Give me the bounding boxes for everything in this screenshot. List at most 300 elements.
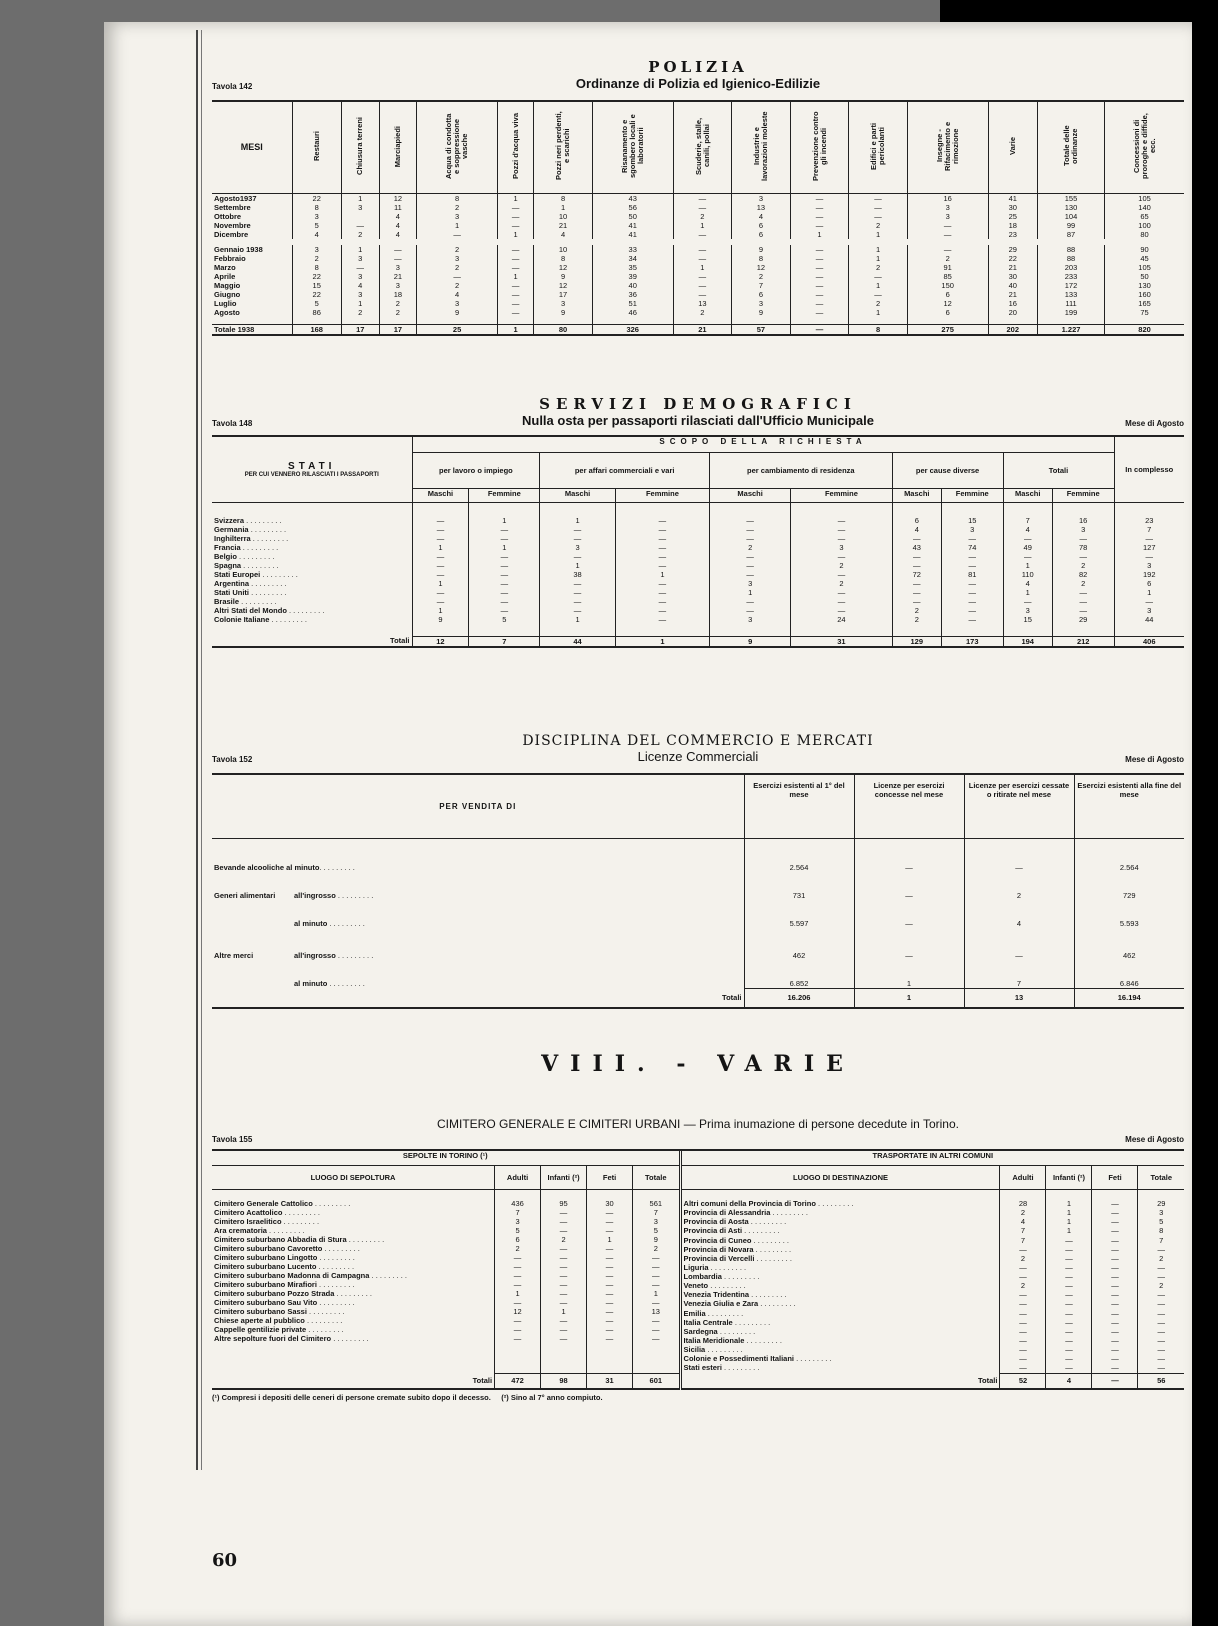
demografici-spacer-cell	[892, 502, 941, 516]
trasportate-row	[680, 1309, 1184, 1318]
sepolte-cell: 2	[541, 1235, 587, 1244]
sepolte-filler-row	[212, 1363, 679, 1373]
demografici-cell: 2	[791, 579, 892, 588]
binding-rule	[196, 30, 202, 1470]
demografici-cell: —	[469, 597, 540, 606]
trasportate-cell: —	[1000, 1299, 1046, 1308]
polizia-cell: 3	[379, 281, 417, 290]
polizia-cell: 6	[732, 221, 791, 230]
demografici-spacer-cell	[212, 502, 412, 516]
polizia-cell: 1	[341, 193, 379, 203]
polizia-cell: 1	[497, 193, 533, 203]
trasportate-luogo: Emilia . . .	[680, 1309, 1000, 1318]
sepolte-row	[212, 1325, 679, 1334]
sepolte-cell: 7	[495, 1208, 541, 1217]
demografici-cell: 3	[1114, 606, 1184, 615]
sepolte-col-header: Adulti	[495, 1165, 541, 1189]
demografici-cell: —	[540, 534, 616, 543]
polizia-cell: 22	[292, 193, 341, 203]
demografici-cell: 5	[469, 615, 540, 624]
polizia-spacer-cell	[212, 317, 292, 325]
commercio-cell: 7	[964, 960, 1074, 988]
polizia-cell: 65	[1105, 212, 1184, 221]
sepolte-filler-cell	[587, 1363, 633, 1373]
sepolte-row	[212, 1235, 679, 1244]
commercio-total-row	[212, 988, 1184, 1008]
demografici-row	[212, 525, 1184, 534]
demografici-cell: —	[941, 606, 1003, 615]
commercio-sub: al minuto . . .	[294, 919, 365, 928]
demografici-cell: —	[412, 516, 469, 525]
sepolte-filler-cell	[495, 1343, 541, 1353]
commercio-cell: —	[854, 838, 964, 872]
trasportate-cell: —	[1092, 1318, 1138, 1327]
polizia-mese: Agosto	[214, 307, 240, 317]
polizia-cell: 29	[988, 242, 1037, 254]
polizia-cell: —	[497, 212, 533, 221]
trasportate-cell: —	[1000, 1245, 1046, 1254]
polizia-spacer-cell	[907, 317, 988, 325]
polizia-cell: —	[849, 212, 908, 221]
sepolte-col-header: Feti	[587, 1165, 633, 1189]
polizia-cell: 6	[732, 230, 791, 242]
commercio-sub: al minuto . . .	[294, 979, 365, 988]
demografici-spacer-cell	[469, 624, 540, 636]
commercio-cell: 729	[1074, 872, 1184, 900]
trasportate-cell: —	[1000, 1345, 1046, 1354]
polizia-cell: —	[790, 263, 849, 272]
sepolte-cell: 436	[495, 1199, 541, 1208]
trasportate-row	[680, 1327, 1184, 1336]
polizia-cell: 3	[907, 212, 988, 221]
trasportate-row	[680, 1336, 1184, 1345]
trasportate-cell: —	[1092, 1309, 1138, 1318]
commercio-col-header: Licenze per esercizi cessate o ritirate nel mese	[964, 774, 1074, 838]
polizia-cell: —	[673, 281, 732, 290]
polizia-cell: —	[673, 193, 732, 203]
polizia-spacer-cell	[592, 317, 673, 325]
polizia-row	[212, 230, 1184, 242]
trasportate-cell: —	[1092, 1290, 1138, 1299]
polizia-cell: —	[417, 272, 498, 281]
trasportate-cell: 2	[1138, 1254, 1184, 1263]
demografici-spacer-cell	[892, 624, 941, 636]
sepolte-cell: —	[587, 1325, 633, 1334]
polizia-cell: 105	[1105, 193, 1184, 203]
sepolte-filler-cell	[212, 1353, 495, 1363]
sepolte-cell: 1	[495, 1289, 541, 1298]
polizia-cell: 35	[592, 263, 673, 272]
sepolte-row	[212, 1307, 679, 1316]
demografici-cell: 7	[1003, 516, 1052, 525]
commercio-section	[212, 725, 1184, 1043]
commercio-cell: 6.846	[1074, 960, 1184, 988]
polizia-col-label: Risanamento e sgombero locali e laboratorii	[619, 114, 645, 179]
demografici-cell: —	[710, 534, 791, 543]
sepolte-cell: —	[633, 1334, 679, 1343]
polizia-cell: 4	[292, 230, 341, 242]
demografici-cell: —	[941, 534, 1003, 543]
commercio-label-wrap	[214, 951, 742, 960]
demografici-cell: 4	[1003, 579, 1052, 588]
stato-name: Argentina . . .	[212, 579, 412, 588]
sepolte-luogo: Cimitero suburbano Madonna di Campagna . . .	[212, 1271, 495, 1280]
sepolte-total-cell: 98	[541, 1373, 587, 1389]
polizia-cell: —	[849, 193, 908, 203]
in-complesso-header: In complesso	[1114, 436, 1184, 502]
polizia-cell: 22	[292, 290, 341, 299]
demografici-cell: —	[469, 552, 540, 561]
commercio-group: Bevande alcooliche al minuto	[214, 863, 320, 872]
demografici-cell: 29	[1052, 615, 1114, 624]
polizia-cell: 9	[534, 272, 593, 281]
polizia-cell: 2	[417, 281, 498, 290]
sepolte-filler-cell	[587, 1353, 633, 1363]
sepolte-filler-cell	[633, 1353, 679, 1363]
polizia-cell: —	[497, 203, 533, 212]
demografici-spacer-cell	[540, 624, 616, 636]
polizia-cell: 172	[1037, 281, 1104, 290]
trasportate-cell: 1	[1046, 1217, 1092, 1226]
trasportate-luogo: Provincia di Asti . . .	[680, 1226, 1000, 1235]
demografici-cell: —	[791, 597, 892, 606]
trasportate-cell: —	[1000, 1354, 1046, 1363]
polizia-cell: 86	[292, 308, 341, 317]
sepolte-filler-cell	[587, 1343, 633, 1353]
sepolte-luogo: Ara crematoria . . .	[212, 1226, 495, 1235]
trasportate-total-cell: 56	[1138, 1373, 1184, 1389]
polizia-cell: 50	[592, 212, 673, 221]
polizia-mese: Settembre	[214, 202, 251, 212]
sepolte-header: SEPOLTE IN TORINO (¹)	[212, 1151, 679, 1165]
polizia-cell: 2	[849, 263, 908, 272]
sepolte-cell: —	[633, 1325, 679, 1334]
polizia-col-header	[1037, 101, 1104, 193]
polizia-cell: —	[790, 308, 849, 317]
polizia-spacer-cell	[379, 317, 417, 325]
trasportate-cell: —	[1046, 1345, 1092, 1354]
polizia-total-cell: 168	[292, 325, 341, 336]
polizia-cell: 50	[1105, 272, 1184, 281]
polizia-body	[212, 193, 1184, 335]
trasportate-cell: —	[1092, 1199, 1138, 1208]
trasportate-cell: —	[1138, 1336, 1184, 1345]
demografici-cell: —	[469, 561, 540, 570]
trasportate-row	[680, 1208, 1184, 1217]
polizia-cell: 45	[1105, 254, 1184, 263]
polizia-col-header	[907, 101, 988, 193]
polizia-row	[212, 254, 1184, 263]
trasportate-row	[680, 1354, 1184, 1363]
demografici-cell: —	[615, 534, 709, 543]
trasportate-cell: —	[1000, 1309, 1046, 1318]
demografici-cell: —	[710, 552, 791, 561]
trasportate-luogo: Provincia di Cuneo . . .	[680, 1236, 1000, 1245]
polizia-mese: Aprile	[214, 271, 236, 281]
trasportate-luogo: Lombardia . . .	[680, 1272, 1000, 1281]
sepolte-row	[212, 1316, 679, 1325]
polizia-cell: 4	[379, 221, 417, 230]
trasportate-row	[680, 1199, 1184, 1208]
sepolte-total-cell: 31	[587, 1373, 633, 1389]
trasportate-cell: —	[1092, 1281, 1138, 1290]
polizia-spacer-cell	[292, 317, 341, 325]
polizia-cell: 3	[341, 290, 379, 299]
sepolte-cell: 13	[633, 1307, 679, 1316]
polizia-header-row	[212, 101, 1184, 193]
commercio-row	[212, 838, 1184, 872]
demografici-cell: —	[615, 561, 709, 570]
demografici-row	[212, 579, 1184, 588]
sepolte-luogo: Cimitero Acattolico . . .	[212, 1208, 495, 1217]
commercio-sub: all'ingrosso . . .	[294, 951, 373, 960]
polizia-cell: 3	[907, 203, 988, 212]
polizia-cell: 1	[790, 230, 849, 242]
commercio-group: Altre merci	[214, 951, 254, 960]
polizia-cell: 3	[417, 254, 498, 263]
polizia-cell: —	[497, 290, 533, 299]
scopo-group-header: Totali	[1003, 452, 1114, 488]
polizia-total-cell: 820	[1105, 325, 1184, 336]
trasportate-cell: —	[1046, 1263, 1092, 1272]
trasportate-spacer-cell	[1138, 1189, 1184, 1199]
trasportate-col-header: Feti	[1092, 1165, 1138, 1189]
polizia-cell: 8	[417, 193, 498, 203]
commercio-label-wrap	[214, 891, 742, 900]
polizia-cell: —	[849, 290, 908, 299]
polizia-cell: 20	[988, 308, 1037, 317]
maschi-header: Maschi	[892, 488, 941, 502]
demografici-title: SERVIZI DEMOGRAFICI	[539, 395, 857, 413]
demografici-cell: —	[791, 606, 892, 615]
sepolte-luogo-header: LUOGO DI SEPOLTURA	[212, 1165, 495, 1189]
polizia-mese: Marzo	[214, 262, 236, 272]
polizia-row	[212, 290, 1184, 299]
trasportate-cell: 7	[1000, 1226, 1046, 1235]
trasportate-cell: —	[1046, 1318, 1092, 1327]
demografici-cell: —	[1114, 534, 1184, 543]
demografici-cell: —	[540, 606, 616, 615]
trasportate-cell: 8	[1138, 1226, 1184, 1235]
demografici-spacer-cell	[791, 502, 892, 516]
polizia-cell: —	[497, 308, 533, 317]
demografici-row	[212, 516, 1184, 525]
commercio-row	[212, 960, 1184, 988]
polizia-spacer-cell	[497, 317, 533, 325]
sepolte-row	[212, 1244, 679, 1253]
sepolte-cell: —	[541, 1217, 587, 1226]
demografici-cell: —	[710, 606, 791, 615]
cimitero-right-table	[679, 1151, 1184, 1390]
demografici-total-cell: 12	[412, 636, 469, 647]
demografici-cell: —	[710, 570, 791, 579]
trasportate-spacer-cell	[1046, 1189, 1092, 1199]
polizia-cell: 3	[732, 193, 791, 203]
demografici-total-cell: 31	[791, 636, 892, 647]
polizia-total-cell: 57	[732, 325, 791, 336]
demografici-cell: —	[1114, 597, 1184, 606]
demografici-cell: 1	[540, 516, 616, 525]
polizia-cell: —	[379, 242, 417, 254]
trasportate-luogo: Provincia di Vercelli . . .	[680, 1254, 1000, 1263]
polizia-cell: —	[673, 254, 732, 263]
polizia-mese: Maggio	[214, 280, 241, 290]
sepolte-row	[212, 1199, 679, 1208]
polizia-spacer-cell	[988, 317, 1037, 325]
demografici-total-cell: 44	[540, 636, 616, 647]
sepolte-spacer-cell	[495, 1189, 541, 1199]
demografici-cell: 6	[1114, 579, 1184, 588]
demografici-spacer-cell	[1114, 624, 1184, 636]
trasportate-cell: —	[1046, 1336, 1092, 1345]
polizia-cell: 91	[907, 263, 988, 272]
demografici-spacer-cell	[1003, 502, 1052, 516]
sepolte-filler-cell	[541, 1343, 587, 1353]
sepolte-cell: —	[587, 1262, 633, 1271]
polizia-cell: 21	[534, 221, 593, 230]
trasportate-cell: 3	[1138, 1208, 1184, 1217]
polizia-cell: 2	[292, 254, 341, 263]
demografici-cell: —	[615, 579, 709, 588]
demografici-total-cell: 129	[892, 636, 941, 647]
polizia-spacer-cell	[790, 317, 849, 325]
polizia-cell: 130	[1037, 203, 1104, 212]
demografici-spacer-cell	[540, 502, 616, 516]
demografici-cell: 3	[1052, 525, 1114, 534]
sepolte-luogo: Cimitero suburbano Lucento . . .	[212, 1262, 495, 1271]
commercio-sub	[319, 863, 354, 872]
polizia-total-cell: 202	[988, 325, 1037, 336]
commercio-cell: 2.564	[744, 838, 854, 872]
polizia-cell: 8	[732, 254, 791, 263]
polizia-cell: 13	[732, 203, 791, 212]
polizia-cell: 1	[849, 254, 908, 263]
commercio-header-row	[212, 774, 1184, 838]
polizia-cell: 12	[534, 263, 593, 272]
polizia-cell: 1	[497, 230, 533, 242]
commercio-cell: 462	[1074, 928, 1184, 960]
sepolte-row	[212, 1298, 679, 1307]
polizia-cell: 140	[1105, 203, 1184, 212]
polizia-col-header	[1105, 101, 1184, 193]
polizia-cell: 12	[379, 193, 417, 203]
demografici-cell: —	[469, 525, 540, 534]
sepolte-luogo: Cimitero suburbano Mirafiori . . .	[212, 1280, 495, 1289]
commercio-row	[212, 900, 1184, 928]
polizia-cell: 3	[292, 212, 341, 221]
demografici-spacer-cell	[412, 624, 469, 636]
sepolte-spacer-cell	[541, 1189, 587, 1199]
commercio-cell: 462	[744, 928, 854, 960]
polizia-cell: 13	[673, 299, 732, 308]
sepolte-row	[212, 1208, 679, 1217]
demografici-cell: 1	[469, 516, 540, 525]
demografici-spacer-cell	[791, 624, 892, 636]
trasportate-cell: —	[1092, 1236, 1138, 1245]
page-number: 60	[212, 1550, 238, 1571]
sepolte-spacer-cell	[633, 1189, 679, 1199]
commercio-cell: 2	[964, 872, 1074, 900]
sepolte-luogo: Cimitero suburbano Sassi . . .	[212, 1307, 495, 1316]
polizia-cell: 199	[1037, 308, 1104, 317]
polizia-cell: 21	[988, 290, 1037, 299]
commercio-cell: 5.593	[1074, 900, 1184, 928]
stato-name: Altri Stati del Mondo . . .	[212, 606, 412, 615]
stato-name: Inghilterra . . .	[212, 534, 412, 543]
demografici-cell: 1	[1003, 588, 1052, 597]
cimitero-section	[212, 1103, 1184, 1402]
demografici-cell: —	[469, 534, 540, 543]
demografici-row	[212, 615, 1184, 624]
demografici-cell: 3	[791, 543, 892, 552]
demografici-cell: 23	[1114, 516, 1184, 525]
polizia-cell: 2	[849, 221, 908, 230]
demografici-cell: —	[941, 615, 1003, 624]
polizia-cell: 18	[379, 290, 417, 299]
polizia-cell: 41	[592, 221, 673, 230]
trasportate-cell: —	[1138, 1245, 1184, 1254]
polizia-cell: 3	[534, 299, 593, 308]
polizia-cell: 105	[1105, 263, 1184, 272]
footnote-1: (¹) Compresi i depositi delle ceneri di persone cremate subito dopo il decesso.	[212, 1393, 491, 1402]
sepolte-luogo: Cimitero Israelitico . . .	[212, 1217, 495, 1226]
sepolte-cell: 6	[495, 1235, 541, 1244]
polizia-cell: 25	[988, 212, 1037, 221]
trasportate-cell: —	[1092, 1327, 1138, 1336]
varie-section	[212, 1043, 1184, 1103]
polizia-cell: 30	[988, 203, 1037, 212]
trasportate-cell: —	[1046, 1299, 1092, 1308]
sepolte-luogo: Cimitero suburbano Sau Vito . . .	[212, 1298, 495, 1307]
trasportate-luogo: Sardegna . . .	[680, 1327, 1000, 1336]
demografici-cell: —	[615, 525, 709, 534]
commercio-col-header: Esercizi esistenti al 1° del mese	[744, 774, 854, 838]
sepolte-row	[212, 1262, 679, 1271]
trasportate-col-header: Infanti (²)	[1046, 1165, 1092, 1189]
demografici-cell: —	[615, 543, 709, 552]
commercio-title: DISCIPLINA DEL COMMERCIO E MERCATI	[522, 733, 874, 749]
per-vendita-header: PER VENDITA DI	[212, 774, 744, 838]
demografici-cell: —	[412, 561, 469, 570]
sepolte-luogo: Chiese aperte al pubblico . . .	[212, 1316, 495, 1325]
trasportate-cell: 7	[1138, 1236, 1184, 1245]
polizia-cell: 100	[1105, 221, 1184, 230]
polizia-cell: 155	[1037, 193, 1104, 203]
demografici-cell: 3	[941, 525, 1003, 534]
trasportate-cell: —	[1138, 1318, 1184, 1327]
polizia-cell: 40	[592, 281, 673, 290]
demografici-cell: —	[791, 534, 892, 543]
polizia-cell: —	[673, 203, 732, 212]
sepolte-filler-row	[212, 1353, 679, 1363]
demografici-cell: 82	[1052, 570, 1114, 579]
polizia-cell: —	[790, 254, 849, 263]
sepolte-cell: —	[587, 1271, 633, 1280]
demografici-row	[212, 597, 1184, 606]
polizia-cell: 16	[907, 193, 988, 203]
trasportate-cell: —	[1092, 1345, 1138, 1354]
commercio-total-cell: 1	[854, 988, 964, 1008]
trasportate-row	[680, 1299, 1184, 1308]
demografici-cell: 15	[1003, 615, 1052, 624]
demografici-cell: 81	[941, 570, 1003, 579]
page-content	[212, 50, 1184, 1402]
commercio-mese: Mese di Agosto	[1125, 755, 1184, 764]
demografici-cell: —	[615, 606, 709, 615]
polizia-cell: 88	[1037, 254, 1104, 263]
polizia-spacer-cell	[417, 317, 498, 325]
sepolte-cell: 1	[633, 1289, 679, 1298]
